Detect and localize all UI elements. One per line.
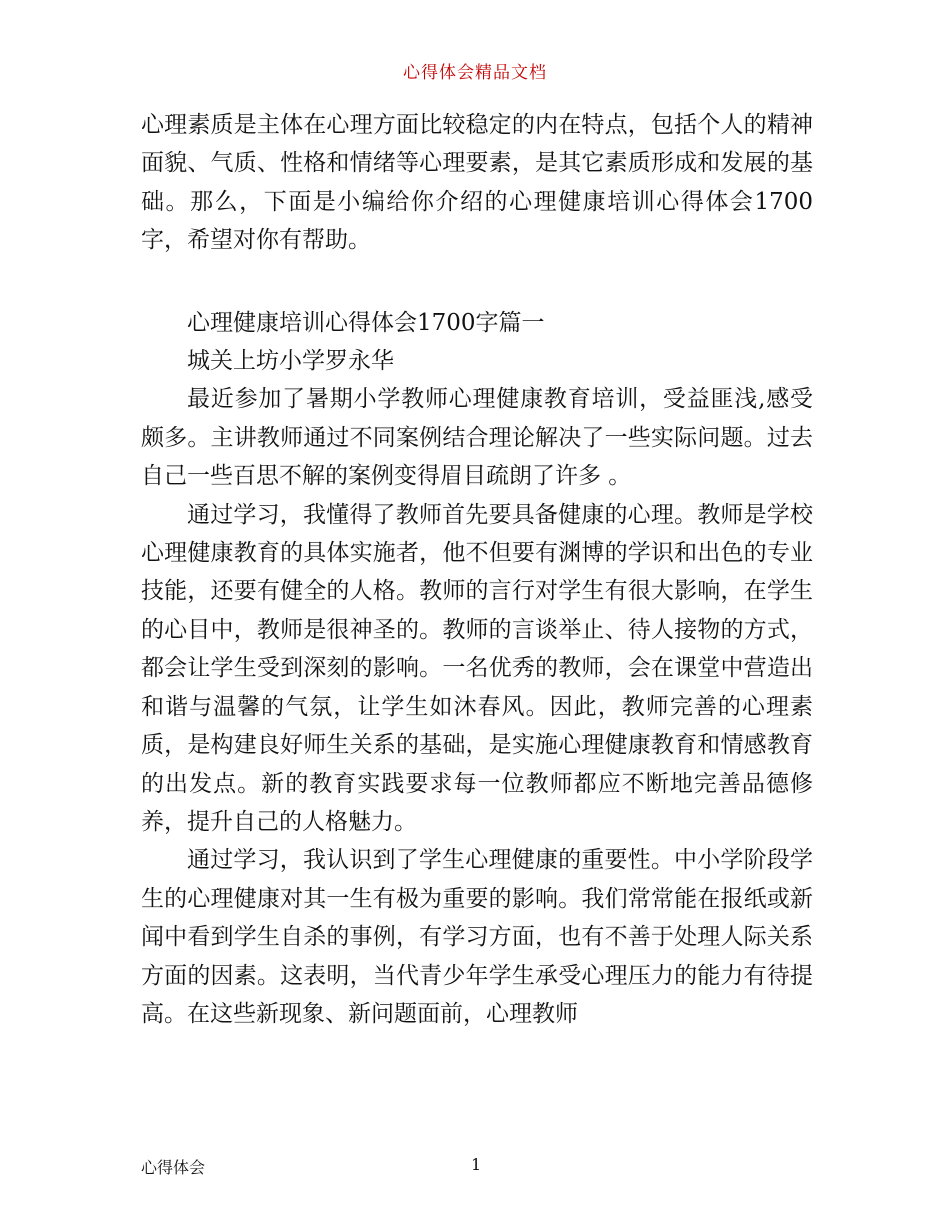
document-body [141,106,813,1033]
body-paragraph: 最近参加了暑期小学教师心理健康教育培训，受益匪浅,感受颇多。主讲教师通过不同案例结合理论解决了一些实际问题。过去自己一些百思不解的案例变得眉目疏朗了许多 。 [141,386,813,490]
body-paragraph: 通过学习，我认识到了学生心理健康的重要性。中小学阶段学生的心理健康对其一生有极为重要的影响。我们常常能在报纸或新闻中看到学生自杀的事例，有学习方面，也有不善于处理人际关系方面的因素。这表明，当代青少年学生承受心理压力的能力有待提高。在这些新现象、新问题面前，心理教师 [141,847,813,1027]
author-line: 城关上坊小学罗永华 [187,348,394,375]
paragraph-spacer [141,260,813,304]
page-number: 1 [471,1155,482,1174]
section-title: 心理健康培训心得体会1700字篇一 [187,309,545,336]
intro-paragraph: 心理素质是主体在心理方面比较稳定的内在特点，包括个人的精神面貌、气质、性格和情绪等心理要素，是其它素质形成和发展的基础。那么，下面是小编给你介绍的心理健康培训心得体会1700字，希望对你有帮助。 [141,112,813,254]
document-header: 心得体会精品文档 [403,63,547,83]
footer-label: 心得体会 [141,1158,206,1177]
body-paragraph: 通过学习，我懂得了教师首先要具备健康的心理。教师是学校心理健康教育的具体实施者，他不但要有渊博的学识和出色的专业技能，还要有健全的人格。教师的言行对学生有很大影响，在学生的心目中，教师是很神圣的。教师的言谈举止、待人接物的方式，都会让学生受到深刻的影响。一名优秀的教师，会在课堂中营造出和谐与温馨的气氛，让学生如沐春风。因此，教师完善的心理素质，是构建良好师生关系的基础，是实施心理健康教育和情感教育的出发点。新的教育实践要求每一位教师都应不断地完善品德修养，提升自己的人格魅力。 [141,501,813,835]
